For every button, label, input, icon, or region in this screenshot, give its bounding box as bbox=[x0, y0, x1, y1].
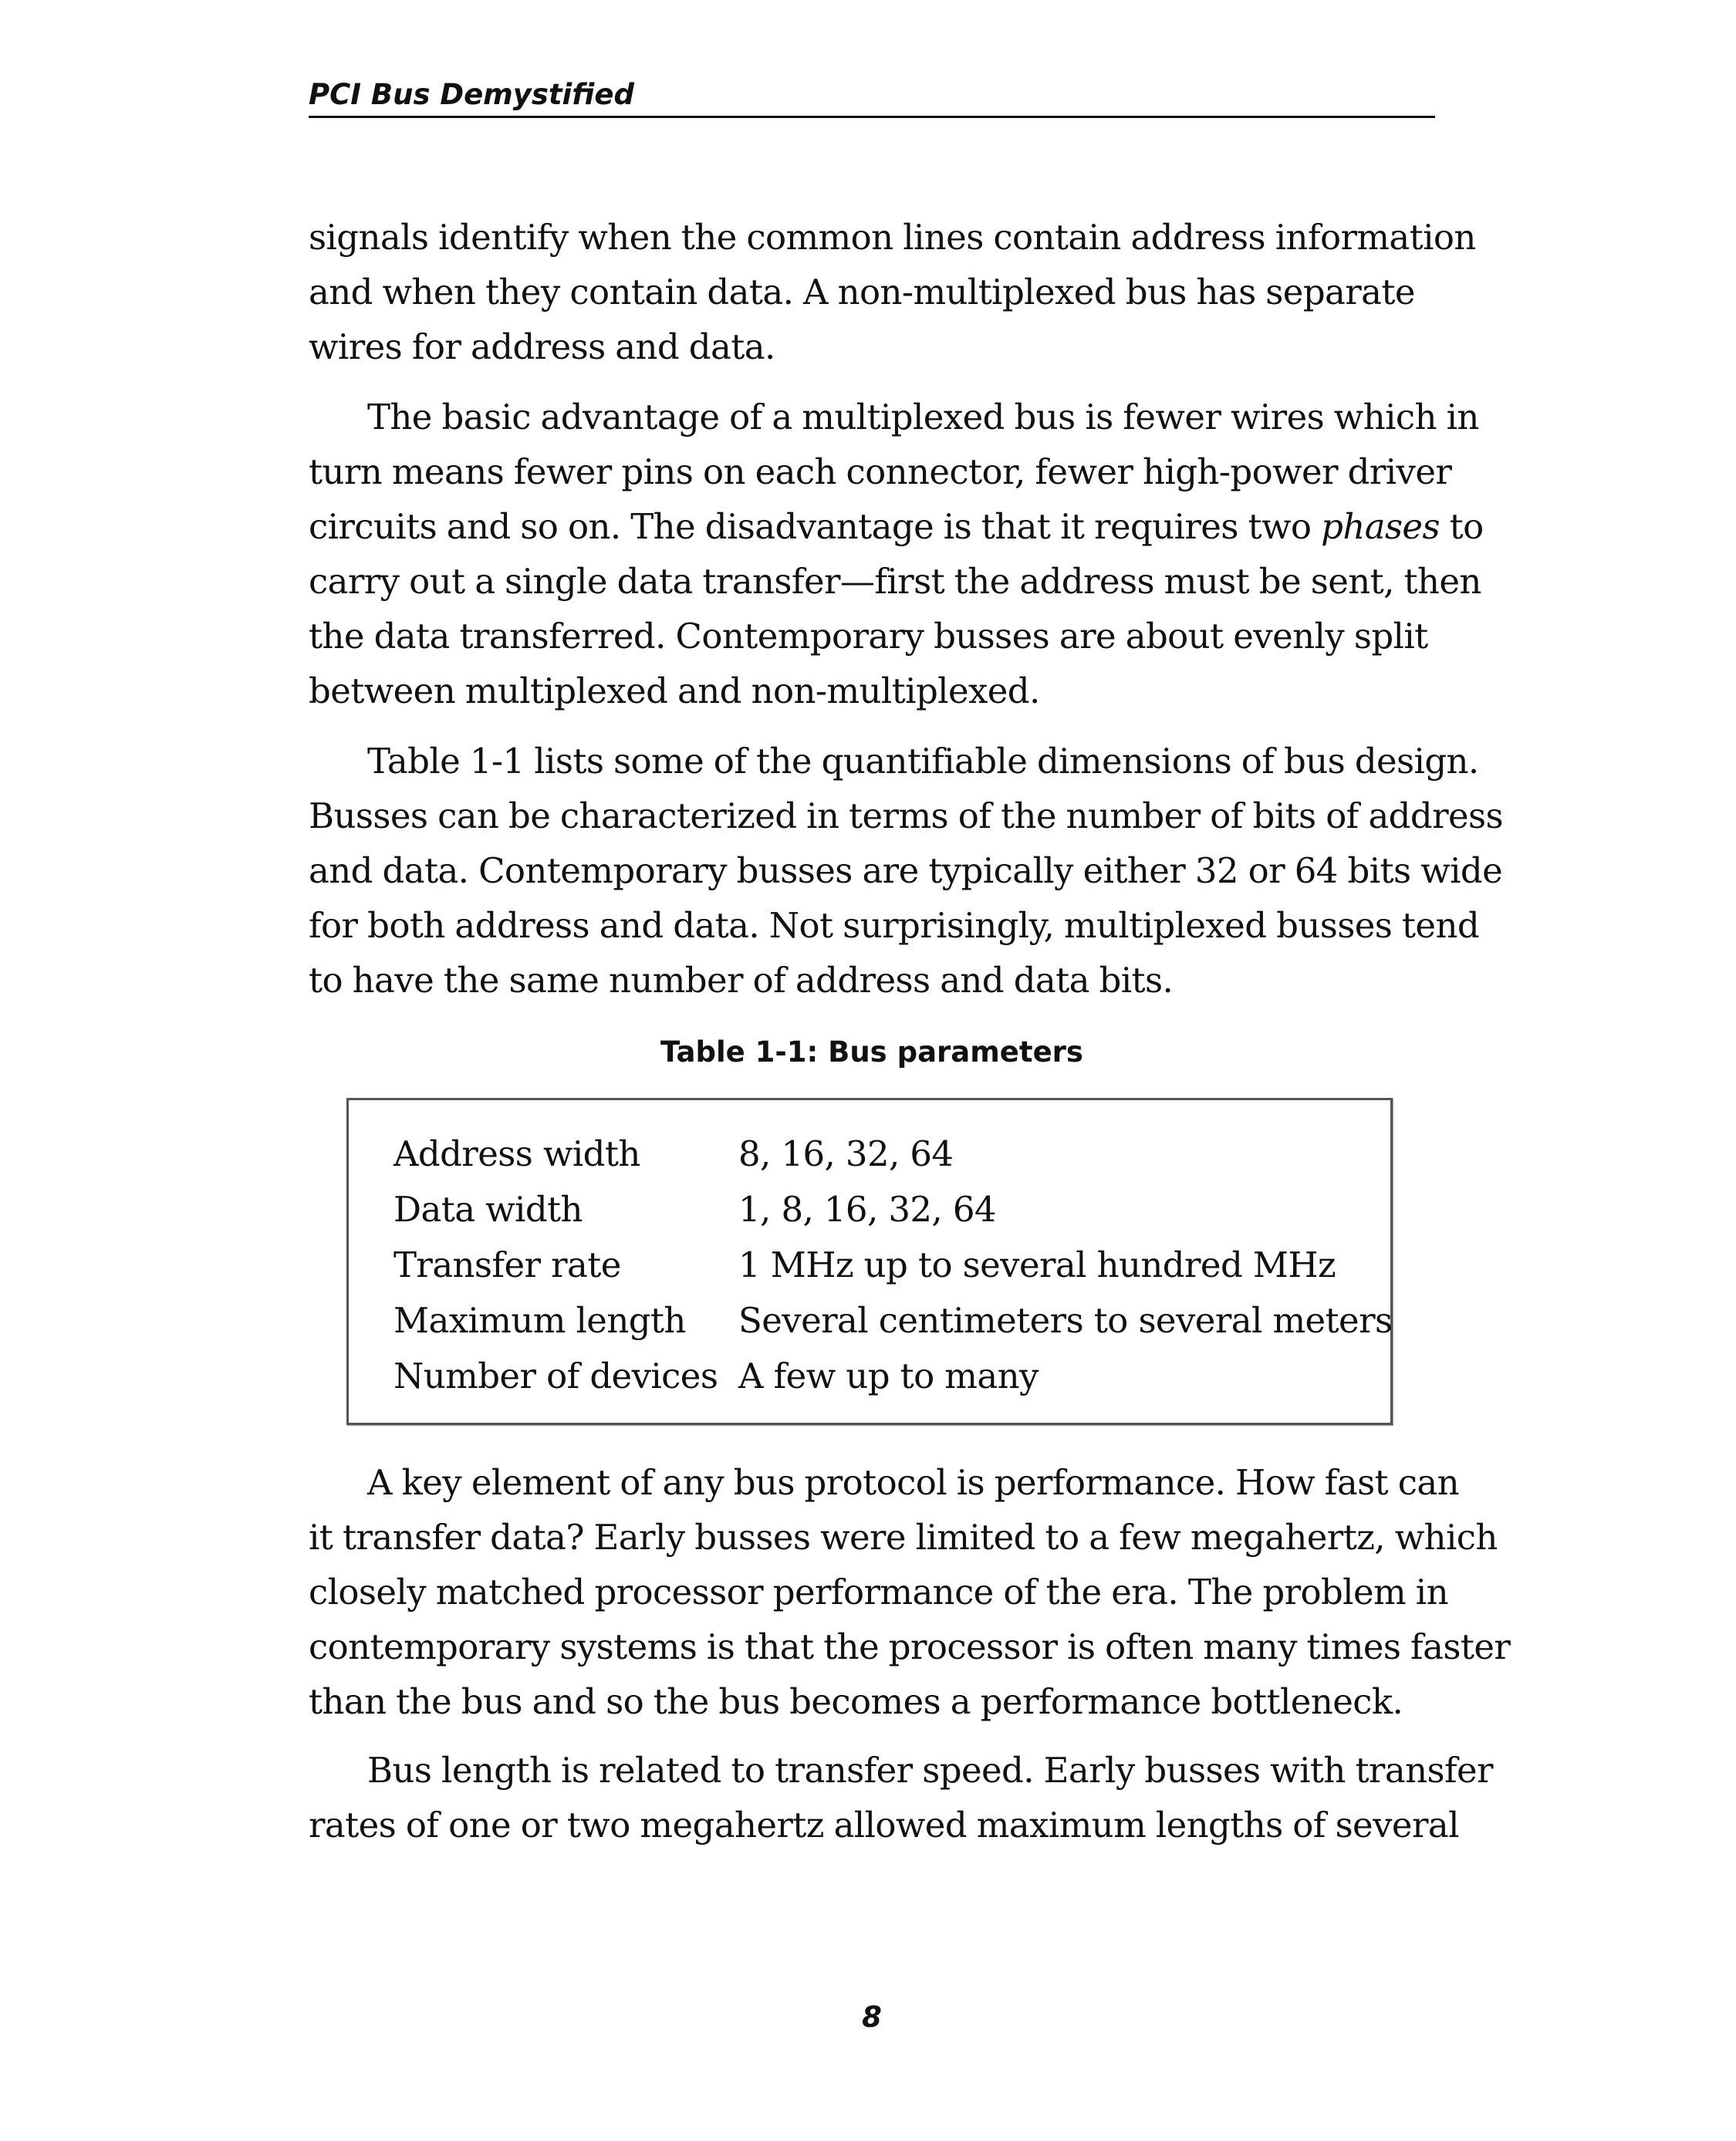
paragraph-line: The basic advantage of a multiplexed bus is fewer wires which in bbox=[367, 397, 1479, 437]
paragraph-5 bbox=[309, 1743, 1493, 1852]
paragraph-line: than the bus and so the bus becomes a performance bottleneck. bbox=[309, 1681, 1403, 1722]
paragraph-line: the data transferred. Contemporary busses are about evenly split bbox=[309, 616, 1428, 657]
paragraph-line: carry out a single data transfer—first the address must be sent, then bbox=[309, 561, 1481, 602]
table-cell-value: 1, 8, 16, 32, 64 bbox=[738, 1189, 996, 1230]
paragraph-line bbox=[309, 499, 1484, 554]
paragraph-2 bbox=[309, 390, 1484, 718]
table-cell-value: A few up to many bbox=[738, 1356, 1039, 1396]
table-cell-value: 8, 16, 32, 64 bbox=[738, 1133, 954, 1174]
paragraph-line: signals identify when the common lines contain address information bbox=[309, 217, 1476, 258]
paragraph-line: it transfer data? Early busses were limited to a few megahertz, which bbox=[309, 1517, 1498, 1558]
running-header bbox=[309, 77, 1435, 118]
table-cell-label: Maximum length bbox=[393, 1300, 686, 1341]
table-caption: Table 1-1: Bus parameters bbox=[660, 1035, 1083, 1069]
paragraph-line-start: circuits and so on. The disadvantage is that it requires two bbox=[309, 506, 1322, 547]
paragraph-line: between multiplexed and non-multiplexed. bbox=[309, 670, 1040, 711]
bus-parameters-table bbox=[346, 1098, 1393, 1425]
paragraph-line: turn means fewer pins on each connector, fewer high-power driver bbox=[309, 451, 1452, 492]
paragraph-line: wires for address and data. bbox=[309, 326, 775, 367]
running-header-title: PCI Bus Demystified bbox=[309, 78, 634, 111]
paragraph-line: and when they contain data. A non-multiplexed bus has separate bbox=[309, 272, 1415, 312]
emphasis-phases: phases bbox=[1321, 506, 1440, 547]
paragraph-4 bbox=[309, 1455, 1511, 1729]
paragraph-line: Busses can be characterized in terms of the number of bits of address bbox=[309, 795, 1504, 836]
paragraph-line: to have the same number of address and data bits. bbox=[309, 960, 1174, 1001]
paragraph-line: Table 1-1 lists some of the quantifiable dimensions of bus design. bbox=[367, 741, 1479, 782]
paragraph-line: A key element of any bus protocol is performance. How fast can bbox=[367, 1462, 1459, 1503]
paragraph-line: closely matched processor performance of the era. The problem in bbox=[309, 1572, 1448, 1613]
table-cell-value: Several centimeters to several meters bbox=[738, 1300, 1393, 1341]
paragraph-1 bbox=[309, 210, 1476, 374]
paragraph-line: contemporary systems is that the processor is often many times faster bbox=[309, 1626, 1511, 1667]
paragraph-line: and data. Contemporary busses are typically either 32 or 64 bits wide bbox=[309, 850, 1503, 891]
table-cell-label: Transfer rate bbox=[393, 1244, 621, 1285]
table-cell-label: Data width bbox=[393, 1189, 583, 1230]
table-cell-value: 1 MHz up to several hundred MHz bbox=[738, 1244, 1336, 1285]
paragraph-line-end: to bbox=[1439, 506, 1484, 547]
paragraph-line: rates of one or two megahertz allowed maximum lengths of several bbox=[309, 1805, 1459, 1846]
table-cell-label: Address width bbox=[393, 1133, 640, 1174]
paragraph-line: Bus length is related to transfer speed. Early busses with transfer bbox=[367, 1750, 1493, 1791]
paragraph-3 bbox=[309, 734, 1504, 1008]
table-cell-label: Number of devices bbox=[393, 1356, 718, 1396]
page-number: 8 bbox=[862, 2001, 882, 2034]
paragraph-line: for both address and data. Not surprisingly, multiplexed busses tend bbox=[309, 905, 1480, 946]
